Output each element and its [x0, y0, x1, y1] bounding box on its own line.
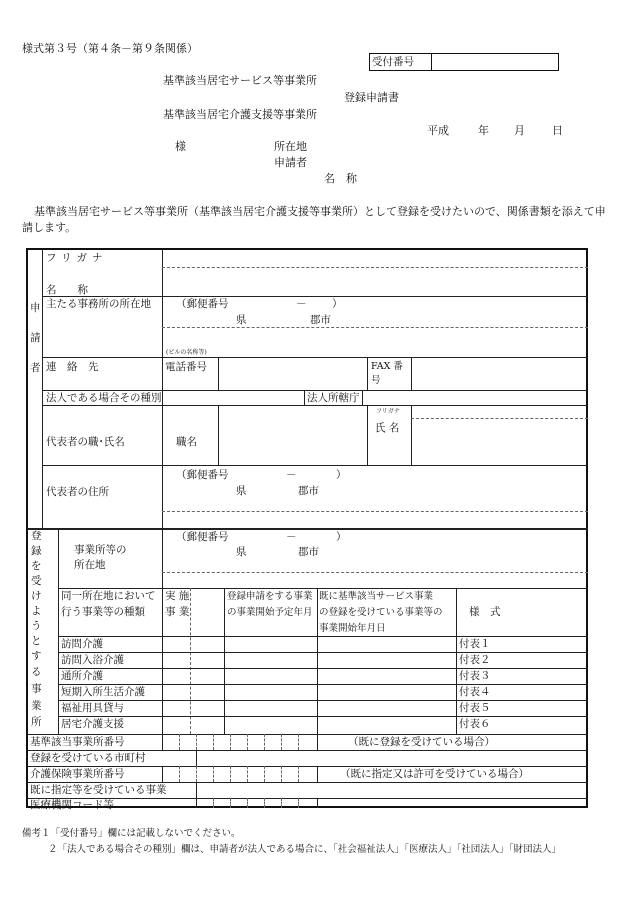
rep-title-label: 職名	[176, 436, 197, 448]
office-address-field[interactable]	[163, 328, 587, 356]
service-form-2: 付表２	[459, 654, 491, 666]
fax-label-line2: 号	[371, 375, 381, 386]
office-side-char-2: 録	[31, 545, 42, 557]
note-2: ２「法人である場合その種別」欄は、申請者が法人である場合に、「社会福祉法人」「医療法人」「社団法人」「財団法人」	[48, 844, 562, 855]
applicant-side-char-2: 請	[30, 332, 41, 344]
service-form-1: 付表１	[459, 638, 491, 650]
office-postal-open: （郵便番号	[176, 531, 229, 543]
service-form-3: 付表３	[459, 670, 491, 682]
postal-dash: －	[296, 298, 307, 310]
rep-title-field[interactable]	[219, 406, 366, 464]
addressee-label: 様	[175, 140, 186, 153]
office-prefecture-label: 県	[236, 546, 247, 558]
col-start-line1: 登録申請をする事業	[227, 591, 313, 602]
applicant-name-label: 名 称	[324, 172, 357, 185]
phone-field[interactable]	[219, 358, 366, 389]
phone-label: 電話番号	[165, 361, 207, 373]
rep-furigana-field[interactable]	[412, 406, 587, 417]
medical-code-field[interactable]	[197, 799, 316, 807]
office-side-char-13: 所	[31, 716, 42, 728]
note-1: 備考１「受付番号」欄には記載しないでください。	[22, 828, 241, 839]
col-form: 様 式	[469, 606, 501, 618]
notes	[22, 826, 561, 858]
postal-open: （郵便番号	[176, 298, 229, 310]
registered-city-label: 登録を受けている市町村	[30, 752, 146, 764]
name-field[interactable]	[163, 268, 587, 295]
rep-address-label: 代表者の住所	[46, 486, 109, 498]
rep-postal-open: （郵便番号	[176, 469, 229, 481]
designated-field[interactable]	[197, 783, 587, 797]
date-month: 月	[514, 124, 525, 137]
service-name-3: 通所介護	[61, 670, 103, 682]
service-form-5: 付表５	[459, 702, 491, 714]
rep-furigana-label: フリガナ	[376, 408, 400, 415]
medical-code-label: 医療機関コード等	[30, 799, 114, 811]
title-line1: 基準該当居宅サービス等事業所	[163, 74, 317, 87]
rep-name-field[interactable]	[412, 419, 587, 464]
service-name-4: 短期入所生活介護	[61, 686, 145, 698]
service-name-5: 福祉用具貸与	[61, 702, 124, 714]
office-city-label: 郡市	[298, 546, 319, 558]
rep-prefecture-label: 県	[236, 485, 247, 497]
office-side-char-4: 受	[31, 575, 42, 587]
fax-label-line1: FAX 番	[371, 361, 403, 372]
standard-no-note: （既に登録を受けている場合）	[348, 736, 495, 748]
form-number: 様式第３号（第４条－第９条関係）	[22, 42, 198, 55]
applicant-label: 申請者	[274, 156, 307, 169]
fax-field[interactable]	[412, 358, 587, 389]
office-side-char-10: る	[31, 666, 42, 678]
title-line3: 基準該当居宅介護支援等事業所	[163, 108, 317, 121]
standard-no-label: 基準該当事業所番号	[30, 736, 125, 748]
applicant-address-label: 所在地	[274, 140, 307, 153]
rep-address-field[interactable]	[163, 466, 587, 527]
office-postal-dash: －	[286, 531, 297, 543]
office-postal-close: ）	[336, 531, 347, 543]
building-label: (ビルの名称等)	[166, 349, 207, 356]
furigana-label: フリガナ	[46, 252, 108, 264]
col-existing-line1: 既に基準該当サービス事業	[319, 591, 434, 602]
col-start-line2: の事業開始予定年月	[227, 607, 313, 618]
applicant-side-char-3: 者	[30, 362, 41, 374]
date-year: 年	[478, 124, 489, 137]
prefecture-label: 県	[236, 314, 247, 326]
designated-label: 既に指定等を受けている事業	[30, 784, 167, 796]
date-era: 平成	[427, 124, 449, 137]
col-type-line2: 行う事業等の種類	[61, 606, 145, 618]
care-no-note: （既に指定又は許可を受けている場合）	[340, 768, 529, 780]
office-address-label: 主たる事務所の所在地	[46, 298, 151, 310]
rep-postal-close: ）	[336, 469, 347, 481]
office-side-char-11: 事	[31, 683, 42, 695]
service-name-6: 居宅介護支援	[61, 718, 124, 730]
office-side-char-3: を	[31, 560, 42, 572]
receipt-number-field[interactable]	[432, 54, 558, 70]
service-name-1: 訪問介護	[61, 638, 103, 650]
col-impl-line2: 事 業	[165, 606, 190, 618]
rep-city-label: 郡市	[298, 485, 319, 497]
care-no-label: 介護保険事業所番号	[30, 768, 125, 780]
rep-postal-dash: －	[286, 469, 297, 481]
office-side-char-1: 登	[31, 530, 42, 542]
office-side-char-12: 業	[31, 700, 42, 712]
date-day: 日	[552, 124, 563, 137]
receipt-number-label: 受付番号	[370, 54, 432, 70]
col-type-line1: 同一所在地において	[61, 590, 156, 602]
office-side-char-6: よ	[31, 605, 42, 617]
name-label: 名 称	[46, 284, 88, 296]
corp-authority-label: 法人所轄庁	[307, 392, 360, 404]
service-form-6: 付表６	[459, 718, 491, 730]
office-location-field[interactable]	[163, 529, 587, 587]
applicant-side-char-1: 申	[30, 302, 41, 314]
receipt-number-box	[369, 53, 559, 71]
col-existing-line2: の登録を受けている事業等の	[319, 607, 443, 618]
title-line2: 登録申請書	[344, 91, 399, 104]
office-side-char-7: う	[31, 620, 42, 632]
standard-no-field[interactable]	[163, 735, 316, 749]
city-label: 郡市	[310, 314, 331, 326]
col-impl-line1: 実 施	[165, 590, 190, 602]
care-no-field[interactable]	[163, 767, 316, 781]
office-side-char-8: と	[31, 635, 42, 647]
service-form-4: 付表４	[459, 686, 491, 698]
office-address-line1: 事業所等の	[74, 544, 127, 556]
rep-title-name-label: 代表者の職･氏名	[46, 436, 125, 448]
col-existing-line3: 事業開始年月日	[319, 623, 386, 634]
rep-name-label: 氏 名	[375, 422, 400, 434]
registration-form-table	[26, 248, 588, 811]
office-side-char-5: け	[31, 590, 42, 602]
contact-label: 連 絡 先	[46, 361, 99, 373]
office-address-line2: 所在地	[74, 559, 106, 571]
registered-city-field[interactable]	[197, 751, 587, 765]
corp-type-field[interactable]	[163, 391, 303, 404]
corp-type-label: 法人である場合その種別	[46, 392, 162, 404]
corp-authority-field[interactable]	[363, 391, 587, 404]
office-side-char-9: す	[31, 650, 42, 662]
intro-text: 基準該当居宅サービス等事業所（基準該当居宅介護支援等事業所）として登録を受けたいので、関係書類を添えて申請します。	[22, 205, 606, 234]
postal-close: ）	[332, 298, 343, 310]
service-name-2: 訪問入浴介護	[61, 654, 124, 666]
furigana-field[interactable]	[163, 251, 587, 266]
